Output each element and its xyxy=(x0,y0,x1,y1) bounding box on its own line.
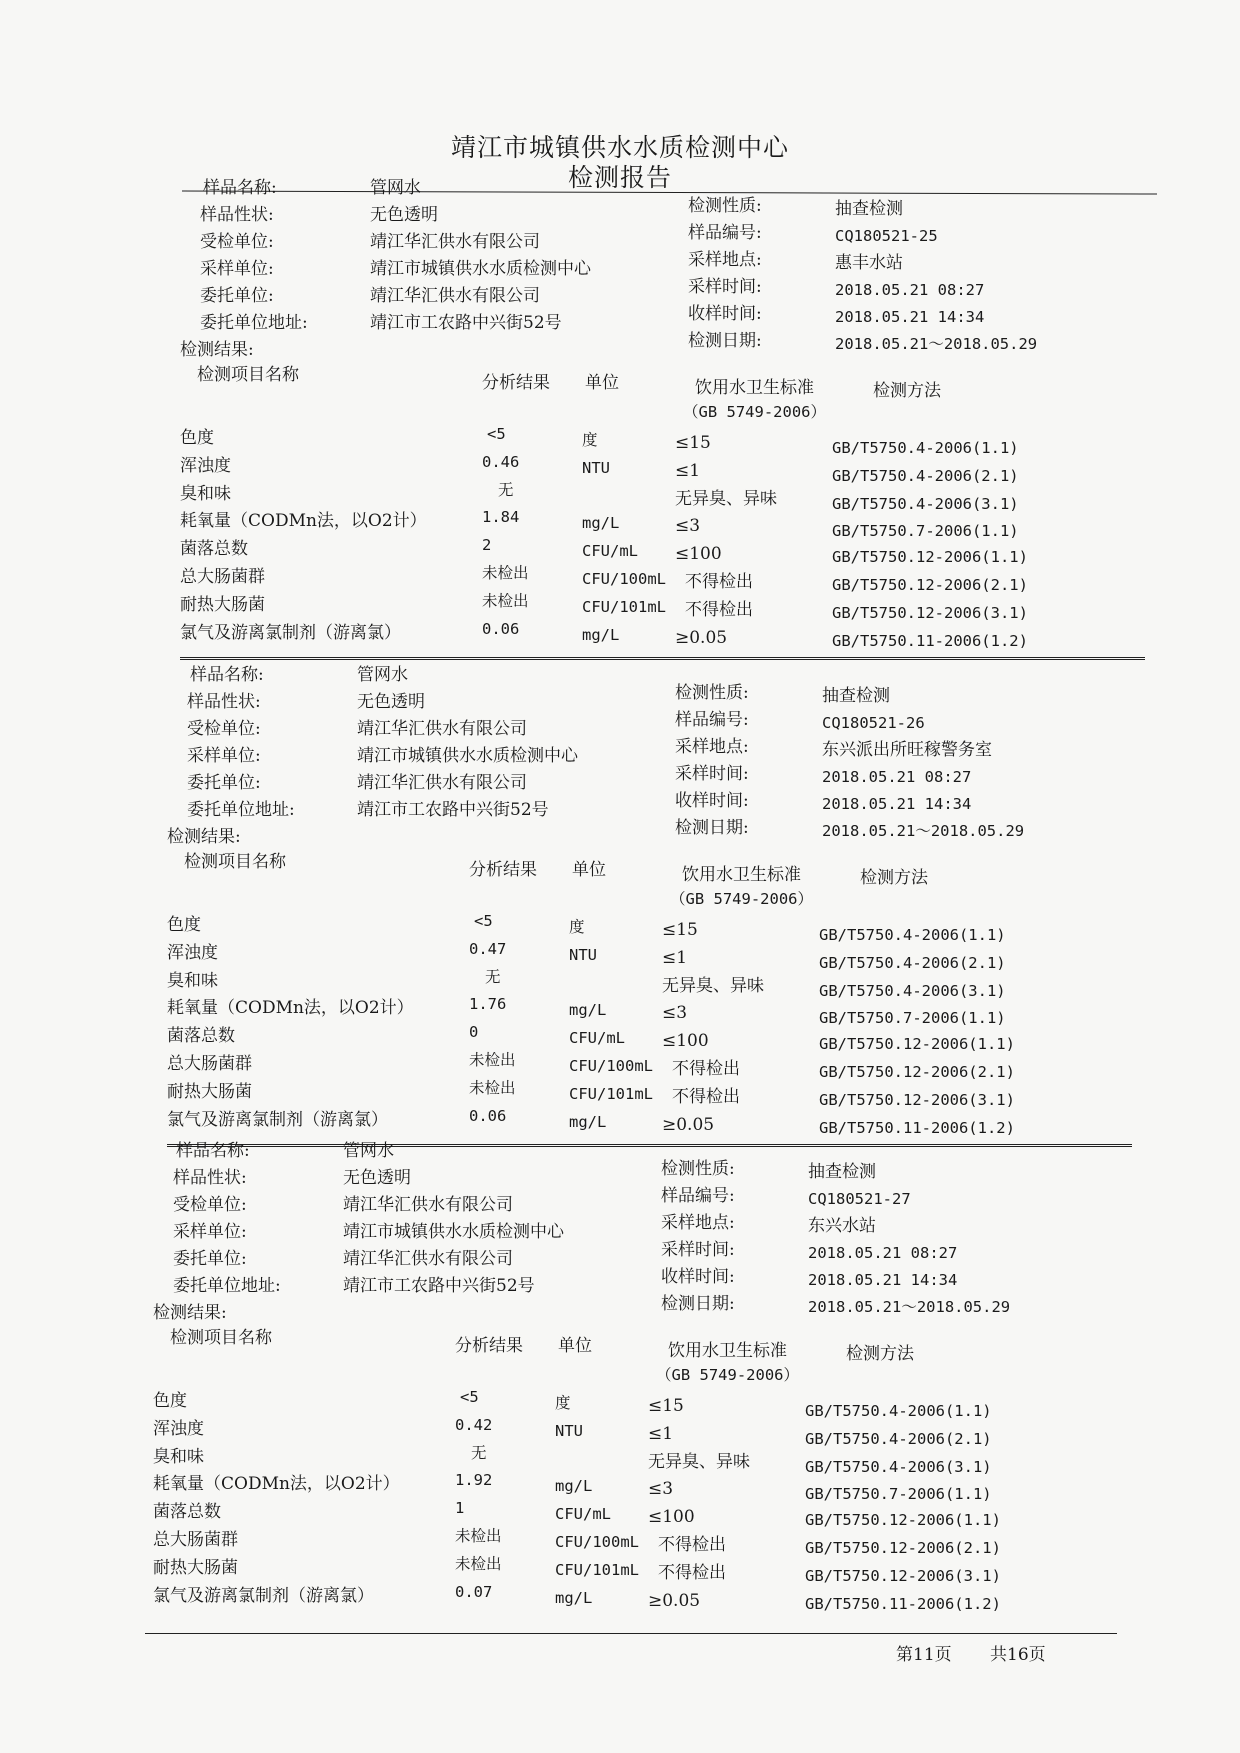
row-unit: CFU/mL xyxy=(555,1505,611,1524)
row-standard: ≤100 xyxy=(648,1507,695,1528)
col-unit-header: 单位 xyxy=(558,1336,592,1356)
col-method-header: 检测方法 xyxy=(860,868,928,888)
row-result: 0.47 xyxy=(469,939,507,958)
sample-nature: 无色透明 xyxy=(343,1168,411,1188)
label-sample-name: 样品名称: xyxy=(190,665,264,685)
col-item-header: 检测项目名称 xyxy=(184,852,286,872)
label-client-address: 委托单位地址: xyxy=(200,313,308,333)
col-standard-header: 饮用水卫生标准 xyxy=(682,865,801,885)
row-standard: 不得检出 xyxy=(658,1562,726,1583)
row-unit: CFU/101mL xyxy=(569,1084,653,1103)
row-result: <5 xyxy=(487,425,506,443)
sample-no: CQ180521-26 xyxy=(822,714,925,732)
row-result: 0.06 xyxy=(482,619,520,638)
row-standard: 不得检出 xyxy=(672,1059,740,1079)
row-standard: ≥0.05 xyxy=(662,1114,715,1135)
sampling-unit: 靖江市城镇供水水质检测中心 xyxy=(370,259,591,279)
sample-nature: 无色透明 xyxy=(370,205,438,225)
test-date: 2018.05.21～2018.05.29 xyxy=(835,335,1038,353)
sample-name: 管网水 xyxy=(357,665,408,685)
row-unit: CFU/100mL xyxy=(555,1533,639,1551)
row-result: 0.07 xyxy=(455,1582,493,1601)
row-result: 1.84 xyxy=(482,508,520,527)
row-result: <5 xyxy=(474,912,493,930)
row-method: GB/T5750.11-2006(1.2) xyxy=(832,631,1028,650)
row-unit: 度 xyxy=(569,918,585,936)
row-result: <5 xyxy=(460,1388,479,1406)
label-sampling-site: 采样地点: xyxy=(688,250,762,270)
row-method: GB/T5750.4-2006(2.1) xyxy=(832,466,1019,485)
sampling-site: 东兴派出所旺稼警务室 xyxy=(822,740,992,760)
row-standard: ≤3 xyxy=(662,1003,688,1024)
row-method: GB/T5750.7-2006(1.1) xyxy=(832,522,1019,541)
sample-name: 管网水 xyxy=(370,178,421,198)
label-inspected-unit: 受检单位: xyxy=(173,1195,247,1215)
label-sample-nature: 样品性状: xyxy=(173,1168,247,1188)
label-inspected-unit: 受检单位: xyxy=(187,719,261,739)
row-item: 浑浊度 xyxy=(167,942,218,963)
row-unit: CFU/101mL xyxy=(555,1560,639,1579)
client-unit: 靖江华汇供水有限公司 xyxy=(343,1249,513,1269)
row-item: 耐热大肠菌 xyxy=(167,1081,252,1102)
row-standard: ≤1 xyxy=(662,947,688,968)
row-item: 菌落总数 xyxy=(167,1026,235,1047)
sampling-site: 惠丰水站 xyxy=(835,253,903,273)
sample-no: CQ180521-27 xyxy=(808,1190,911,1208)
row-method: GB/T5750.4-2006(2.1) xyxy=(819,953,1006,972)
row-item: 氯气及游离氯制剂（游离氯） xyxy=(153,1585,374,1606)
row-unit: 度 xyxy=(555,1394,571,1412)
col-standard-sub-header: （GB 5749-2006） xyxy=(656,1366,799,1384)
row-item: 色度 xyxy=(153,1391,187,1411)
row-unit: CFU/mL xyxy=(582,542,638,561)
test-date: 2018.05.21～2018.05.29 xyxy=(808,1298,1011,1316)
sample-block-3 xyxy=(153,1140,1153,1613)
row-method: GB/T5750.4-2006(3.1) xyxy=(819,981,1006,1000)
sampling-unit: 靖江市城镇供水水质检测中心 xyxy=(357,746,578,766)
doc-title: 检测报告 xyxy=(567,163,672,192)
row-standard: ≤15 xyxy=(662,920,698,940)
label-sample-nature: 样品性状: xyxy=(187,692,261,712)
client-address: 靖江市工农路中兴街52号 xyxy=(370,313,562,333)
row-method: GB/T5750.12-2006(1.1) xyxy=(819,1035,1015,1054)
col-method-header: 检测方法 xyxy=(873,381,941,401)
col-standard-sub-header: （GB 5749-2006） xyxy=(683,403,826,421)
label-test-type: 检测性质: xyxy=(661,1159,735,1179)
row-result: 0.06 xyxy=(469,1106,507,1125)
col-unit-header: 单位 xyxy=(572,860,606,880)
row-unit: CFU/100mL xyxy=(582,570,666,588)
label-test-type: 检测性质: xyxy=(675,683,749,703)
row-result: 未检出 xyxy=(469,1051,516,1069)
col-standard-header: 饮用水卫生标准 xyxy=(695,378,814,398)
test-type: 抽查检测 xyxy=(822,686,890,706)
label-results: 检测结果: xyxy=(167,827,241,847)
test-type: 抽查检测 xyxy=(835,199,903,219)
row-item: 总大肠菌群 xyxy=(180,567,265,587)
label-sampling-unit: 采样单位: xyxy=(173,1222,247,1242)
row-result: 未检出 xyxy=(455,1527,502,1545)
receiving-time: 2018.05.21 14:34 xyxy=(835,308,985,326)
label-sampling-unit: 采样单位: xyxy=(200,259,274,279)
row-item: 菌落总数 xyxy=(180,539,248,560)
label-client-unit: 委托单位: xyxy=(200,286,274,306)
row-item: 耗氧量（CODMn法，以O2计） xyxy=(180,511,427,532)
label-sampling-time: 采样时间: xyxy=(675,764,749,784)
sample-name: 管网水 xyxy=(343,1141,394,1161)
row-method: GB/T5750.4-2006(1.1) xyxy=(819,926,1006,944)
row-item: 总大肠菌群 xyxy=(153,1530,238,1550)
client-address: 靖江市工农路中兴街52号 xyxy=(357,800,549,820)
row-result: 2 xyxy=(482,536,492,555)
row-unit: mg/L xyxy=(569,1112,607,1131)
label-results: 检测结果: xyxy=(180,340,254,360)
col-result-header: 分析结果 xyxy=(455,1336,523,1356)
label-sample-no: 样品编号: xyxy=(688,223,762,243)
row-result: 无 xyxy=(471,1443,487,1462)
col-standard-sub-header: （GB 5749-2006） xyxy=(670,890,813,908)
inspected-unit: 靖江华汇供水有限公司 xyxy=(357,719,527,739)
col-item-header: 检测项目名称 xyxy=(170,1328,272,1348)
client-unit: 靖江华汇供水有限公司 xyxy=(370,286,540,306)
row-unit: mg/L xyxy=(582,625,620,644)
row-standard: 不得检出 xyxy=(672,1086,740,1107)
row-unit: CFU/mL xyxy=(569,1029,625,1048)
row-item: 氯气及游离氯制剂（游离氯） xyxy=(167,1109,388,1130)
row-method: GB/T5750.12-2006(2.1) xyxy=(819,1063,1015,1081)
row-result: 0.46 xyxy=(482,452,520,471)
row-standard: 不得检出 xyxy=(685,599,753,620)
row-unit: mg/L xyxy=(555,1477,593,1496)
row-result: 1.76 xyxy=(469,995,507,1014)
label-test-date: 检测日期: xyxy=(688,331,762,351)
row-method: GB/T5750.7-2006(1.1) xyxy=(819,1009,1006,1028)
row-standard: ≤15 xyxy=(648,1396,684,1416)
row-unit: mg/L xyxy=(569,1001,607,1020)
row-result: 未检出 xyxy=(469,1078,516,1097)
row-result: 未检出 xyxy=(482,564,529,582)
label-sampling-time: 采样时间: xyxy=(688,277,762,297)
client-address: 靖江市工农路中兴街52号 xyxy=(343,1276,535,1296)
sample-nature: 无色透明 xyxy=(357,692,425,712)
row-result: 1.92 xyxy=(455,1471,493,1490)
receiving-time: 2018.05.21 14:34 xyxy=(822,795,972,813)
row-item: 臭和味 xyxy=(153,1446,204,1467)
sampling-site: 东兴水站 xyxy=(808,1216,876,1236)
row-item: 浑浊度 xyxy=(180,455,231,476)
row-unit: CFU/100mL xyxy=(569,1057,653,1075)
footer-rule xyxy=(145,1633,1117,1634)
row-method: GB/T5750.11-2006(1.2) xyxy=(805,1594,1001,1613)
label-client-unit: 委托单位: xyxy=(173,1249,247,1269)
row-method: GB/T5750.4-2006(3.1) xyxy=(832,494,1019,513)
row-unit: CFU/101mL xyxy=(582,597,666,616)
row-method: GB/T5750.4-2006(2.1) xyxy=(805,1429,992,1448)
row-method: GB/T5750.4-2006(3.1) xyxy=(805,1457,992,1476)
row-standard: ≥0.05 xyxy=(675,627,728,648)
label-inspected-unit: 受检单位: xyxy=(200,232,274,252)
row-result: 0.42 xyxy=(455,1415,493,1434)
row-item: 色度 xyxy=(180,428,214,448)
label-client-address: 委托单位地址: xyxy=(187,800,295,820)
row-standard: ≤3 xyxy=(648,1479,674,1500)
row-method: GB/T5750.11-2006(1.2) xyxy=(819,1118,1015,1137)
sampling-time: 2018.05.21 08:27 xyxy=(835,281,985,299)
row-item: 耗氧量（CODMn法，以O2计） xyxy=(153,1474,400,1495)
sampling-unit: 靖江市城镇供水水质检测中心 xyxy=(343,1222,564,1242)
row-unit: NTU xyxy=(555,1421,583,1440)
sampling-time: 2018.05.21 08:27 xyxy=(822,768,972,786)
sample-block-2 xyxy=(167,664,1167,1137)
section-rule-1 xyxy=(180,657,1145,663)
row-item: 耗氧量（CODMn法，以O2计） xyxy=(167,998,414,1019)
label-client-address: 委托单位地址: xyxy=(173,1276,281,1296)
row-method: GB/T5750.12-2006(1.1) xyxy=(805,1511,1001,1530)
col-item-header: 检测项目名称 xyxy=(197,365,299,385)
row-item: 总大肠菌群 xyxy=(167,1054,252,1074)
row-standard: 无异臭、异味 xyxy=(662,975,764,996)
label-sampling-time: 采样时间: xyxy=(661,1240,735,1260)
label-test-type: 检测性质: xyxy=(688,196,762,216)
row-item: 臭和味 xyxy=(167,970,218,991)
col-unit-header: 单位 xyxy=(585,373,619,393)
label-sample-nature: 样品性状: xyxy=(200,205,274,225)
row-unit: NTU xyxy=(569,945,597,964)
row-standard: 无异臭、异味 xyxy=(675,488,777,509)
row-unit: mg/L xyxy=(555,1588,593,1607)
row-item: 耐热大肠菌 xyxy=(180,594,265,615)
row-result: 0 xyxy=(469,1023,479,1042)
row-method: GB/T5750.12-2006(1.1) xyxy=(832,548,1028,567)
row-item: 氯气及游离氯制剂（游离氯） xyxy=(180,622,401,643)
inspected-unit: 靖江华汇供水有限公司 xyxy=(343,1195,513,1215)
label-test-date: 检测日期: xyxy=(675,818,749,838)
row-standard: ≤1 xyxy=(648,1423,674,1444)
row-result: 无 xyxy=(485,967,501,986)
row-item: 色度 xyxy=(167,915,201,935)
row-standard: 无异臭、异味 xyxy=(648,1451,750,1472)
sample-no: CQ180521-25 xyxy=(835,227,938,245)
row-item: 臭和味 xyxy=(180,483,231,504)
row-method: GB/T5750.12-2006(3.1) xyxy=(805,1566,1001,1585)
row-method: GB/T5750.4-2006(1.1) xyxy=(805,1402,992,1420)
label-receiving-time: 收样时间: xyxy=(688,304,762,324)
row-unit: NTU xyxy=(582,458,610,477)
row-item: 浑浊度 xyxy=(153,1418,204,1439)
col-result-header: 分析结果 xyxy=(469,860,537,880)
row-result: 无 xyxy=(498,480,514,499)
row-item: 耐热大肠菌 xyxy=(153,1557,238,1578)
label-sampling-unit: 采样单位: xyxy=(187,746,261,766)
label-receiving-time: 收样时间: xyxy=(661,1267,735,1287)
label-sampling-site: 采样地点: xyxy=(661,1213,735,1233)
col-standard-header: 饮用水卫生标准 xyxy=(668,1341,787,1361)
row-method: GB/T5750.12-2006(3.1) xyxy=(819,1090,1015,1109)
label-sampling-site: 采样地点: xyxy=(675,737,749,757)
row-standard: ≤3 xyxy=(675,516,701,537)
label-sample-name: 样品名称: xyxy=(176,1141,250,1161)
sample-block-1 xyxy=(180,177,1180,650)
row-method: GB/T5750.12-2006(3.1) xyxy=(832,603,1028,622)
row-method: GB/T5750.4-2006(1.1) xyxy=(832,439,1019,457)
row-method: GB/T5750.12-2006(2.1) xyxy=(832,576,1028,594)
row-result: 1 xyxy=(455,1499,465,1518)
test-type: 抽查检测 xyxy=(808,1162,876,1182)
label-sample-name: 样品名称: xyxy=(203,178,277,198)
page-total: 共16页 xyxy=(990,1645,1046,1665)
row-standard: ≤100 xyxy=(662,1031,709,1052)
label-client-unit: 委托单位: xyxy=(187,773,261,793)
row-standard: ≤100 xyxy=(675,544,722,565)
label-sample-no: 样品编号: xyxy=(661,1186,735,1206)
row-unit: mg/L xyxy=(582,514,620,533)
row-method: GB/T5750.7-2006(1.1) xyxy=(805,1485,992,1504)
row-standard: 不得检出 xyxy=(685,572,753,592)
row-unit: 度 xyxy=(582,431,598,449)
col-method-header: 检测方法 xyxy=(846,1344,914,1364)
receiving-time: 2018.05.21 14:34 xyxy=(808,1271,958,1289)
col-result-header: 分析结果 xyxy=(482,373,550,393)
sampling-time: 2018.05.21 08:27 xyxy=(808,1244,958,1262)
test-date: 2018.05.21～2018.05.29 xyxy=(822,822,1025,840)
org-title: 靖江市城镇供水水质检测中心 xyxy=(450,133,789,162)
row-method: GB/T5750.12-2006(2.1) xyxy=(805,1539,1001,1557)
label-sample-no: 样品编号: xyxy=(675,710,749,730)
row-standard: ≥0.05 xyxy=(648,1590,701,1611)
label-test-date: 检测日期: xyxy=(661,1294,735,1314)
page-number: 第11页 xyxy=(896,1645,952,1665)
row-standard: 不得检出 xyxy=(658,1535,726,1555)
inspected-unit: 靖江华汇供水有限公司 xyxy=(370,232,540,252)
row-result: 未检出 xyxy=(482,591,529,610)
row-standard: ≤1 xyxy=(675,460,701,481)
row-result: 未检出 xyxy=(455,1554,502,1573)
label-results: 检测结果: xyxy=(153,1303,227,1323)
client-unit: 靖江华汇供水有限公司 xyxy=(357,773,527,793)
label-receiving-time: 收样时间: xyxy=(675,791,749,811)
row-item: 菌落总数 xyxy=(153,1502,221,1523)
row-standard: ≤15 xyxy=(675,433,711,453)
